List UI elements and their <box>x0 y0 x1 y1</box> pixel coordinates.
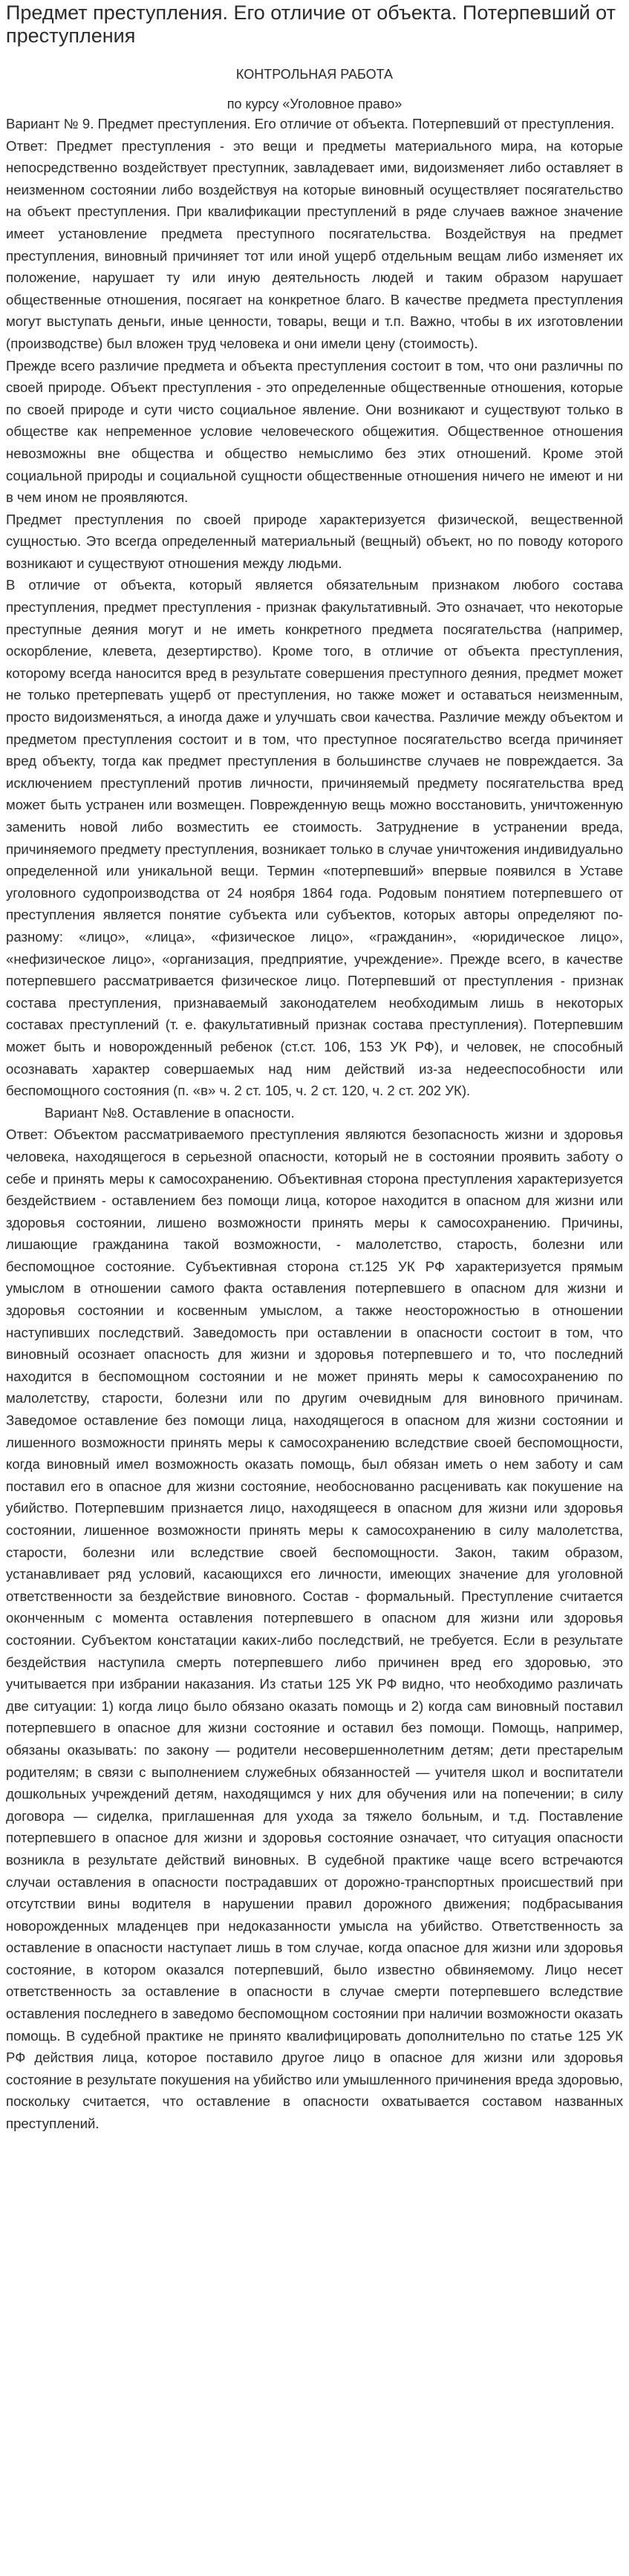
course-label: по курсу «Уголовное право» <box>226 97 403 111</box>
document-title: Предмет преступления. Его отличие от объекта. Потерпевший от преступления <box>6 1 616 47</box>
heading-block <box>6 65 623 113</box>
variant-8-heading: Вариант №8. Оставление в опасности. <box>45 1104 295 1121</box>
paragraph-object-difference: Прежде всего различие предмета и объекта преступления состоит в том, что они различны по своей природе. Объект преступления - это определенные общественные отношения, которые по своей природе и сути чисто социальное явление. Они возникают и существуют только в обществе как непременное условие человеческого общежития. Общественное отношения невозможны вне общества и общество немыслимо без этих отношений. Кроме этой социальной природы и социальной сущности общественные отношения ничего не имеют и ни в чем ином не проявляются. <box>6 357 623 506</box>
paragraph-subject-nature: Предмет преступления по своей природе характеризуется физической, вещественной сущностью. Это всегда определенный материальный (вещный) объект, но по поводу которого возникают и существуют отношения между людьми. <box>6 511 623 571</box>
variant-9-heading: Вариант № 9. Предмет преступления. Его отличие от объекта. Потерпевший от преступления. <box>6 116 615 131</box>
paragraph-victim: В отличие от объекта, который является обязательным признаком любого состава преступления, предмет преступления - признак факультативный. Это означает, что некоторые преступные деяния могут и не иметь конкретного предмета посягательства (например, оскорбление, клевета, дезертирство). Кроме того, в отличие от объекта преступления, которому всегда наносится вред в результате совершения преступного деяния, предмет может не только претерпевать ущерб от преступления, но также может и оставаться неизменным, просто видоизменяться, а иногда даже и улучшать свои качества. Различие между объектом и предметом преступления состоит и в том, что преступное посягательство всегда причиняет вред объекту, тогда как предмет преступления в большинстве случаев не повреждается. За исключением преступлений против личности, причиняемый предмету посягательства вред может быть устранен или возмещен. Поврежденную вещь можно восстановить, уничтоженную заменить новой либо возместить ее стоимость. Затруднение в устранении вреда, причиняемого предмету преступления, возникает только в случае уничтожения индивидуально определенной или уникальной вещи. Термин «потерпевший» впервые появился в Уставе уголовного судопроизводства от 24 ноября 1864 года. Родовым понятием потерпевшего от преступления является понятие субъекта или субъектов, которых авторы определяют по-разному: «лицо», «лица», «физическое лицо», «гражданин», «юридическое лицо», «нефизическое лицо», «организация, предприятие, учреждение». Прежде всего, в качестве потерпевшего рассматривается физическое лицо. Потерпевший от преступления - признак состава преступления, признаваемый законодателем необходимым лишь в некоторых составах преступлений (т. е. факультативный признак состава преступления). Потерпевшим может быть и новорожденный ребенок (ст.ст. 106, 153 УК РФ), и человек, не способный осознавать характер совершаемых над ним действий из-за недееспособности или беспомощного состояния (п. «в» ч. 2 ст. 105, ч. 2 ст. 120, ч. 2 ст. 202 УК). <box>6 577 623 1099</box>
answer-paragraph-2: Ответ: Объектом рассматриваемого преступления являются безопасность жизни и здоровья человека, находящегося в серьезной опасности, который не в состоянии проявить заботу о себе и принять меры к самосохранению. Объективная сторона преступления характеризуется бездействием - оставлением без помощи лица, которое находится в опасном для жизни или здоровья состоянии, лишено возможности принять меры к самосохранению. Причины, лишающие гражданина такой возможности, - малолетство, старость, болезни или беспомощное состояние. Субъективная сторона ст.125 УК РФ характеризуется прямым умыслом в отношении самого факта оставления потерпевшего в опасном для жизни и здоровья состоянии и косвенным умыслом, а также неосторожностью в отношении наступивших последствий. Заведомость при оставлении в опасности состоит в том, что виновный осознает опасность для жизни и здоровья потерпевшего и то, что последний находится в беспомощном состоянии и не может принять меры к самосохранению по малолетству, старости, болезни или по другим очевидным для виновного причинам. Заведомое оставление без помощи лица, находящегося в опасном для жизни состоянии и лишенного возможности принять меры к самосохранению вследствие своей беспомощности, когда виновный имел возможность оказать помощь, был обязан иметь о нем заботу и сам поставил его в опасное для жизни состояние, необоснованно расценивать как покушение на убийство. Потерпевшим признается лицо, находящееся в опасном для жизни или здоровья состоянии, лишенное возможности принять меры к самосохранению в силу малолетства, старости, болезни или вследствие своей беспомощности. Закон, таким образом, устанавливает ряд условий, касающихся его личности, имеющих значение для уголовной ответственности за бездействие виновного. Состав - формальный. Преступление считается оконченным с момента оставления потерпевшего в опасном для жизни или здоровья состоянии. Субъектом констатации каких-либо последствий, не требуется. Если в результате бездействия наступила смерть потерпевшего либо причинен вред его здоровью, это учитывается при избрании наказания. Из статьи 125 УК РФ видно, что необходимо различать две ситуации: 1) когда лицо было обязано оказать помощь и 2) когда сам виновный поставил потерпевшего в опасное для жизни состояние и оставил без помощи. Помощь, например, обязаны оказывать: по закону — родители несовершеннолетним детям; дети престарелым родителям; в связи с выполнением служебных обязанностей — учителя школ и воспитатели дошкольных учреждений детям, находящимся у них для обучения или на попечении; в силу договора — сиделка, приглашенная для ухода за тяжело больным, и т.д. Поставление потерпевшего в опасное для жизни и здоровья состояние означает, что ситуация опасности возникла в результате действий виновных. В судебной практике чаще всего встречаются случаи оставления в опасности пострадавших от дорожно-транспортных происшествий при отсутствии вины водителя в нарушении правил дорожного движения; подбрасывания новорожденных младенцев при недоказанности умысла на убийство. Ответственность за оставление в опасности наступает лишь в том случае, когда опасное для жизни или здоровья состояние, в котором оказался потерпевший, было известно обвиняемому. Лицо несет ответственность за оставление в опасности в случае смерти потерпевшего вследствие оставления последнего в заведомо беспомощном состоянии при наличии возможности оказать помощь. В судебной практике не принято квалифицировать дополнительно по статье 125 УК РФ действия лица, которое поставило другое лицо в опасное для жизни или здоровья состояние в результате покушения на убийство или умышленного причинения вреда здоровью, поскольку считается, что оставление в опасности охватывается составом названных преступлений. <box>6 1126 623 2132</box>
answer-paragraph-1: Ответ: Предмет преступления - это вещи и предметы материального мира, на которые непосредственно воздействует преступник, завладевает ими, видоизменяет либо оставляет в неизменном состоянии либо воздействуя на которые виновный осуществляет посягательство на объект преступления. При квалификации преступлений в ряде случаев важное значение имеет установление предмета преступного посягательства. Воздействуя на предмет преступления, виновный причиняет тот или иной ущерб отдельным вещам либо изменяет их положение, нарушает ту или иную деятельность людей и таким образом нарушает общественные отношения, посягает на конкретное благо. В качестве предмета преступления могут выступать деньги, иные ценности, товары, вещи и т.п. Важно, чтобы в их изготовлении (производстве) был вложен труд человека и они имели цену (стоимость). <box>6 137 623 351</box>
work-type-label: КОНТРОЛЬНАЯ РАБОТА <box>235 67 394 82</box>
